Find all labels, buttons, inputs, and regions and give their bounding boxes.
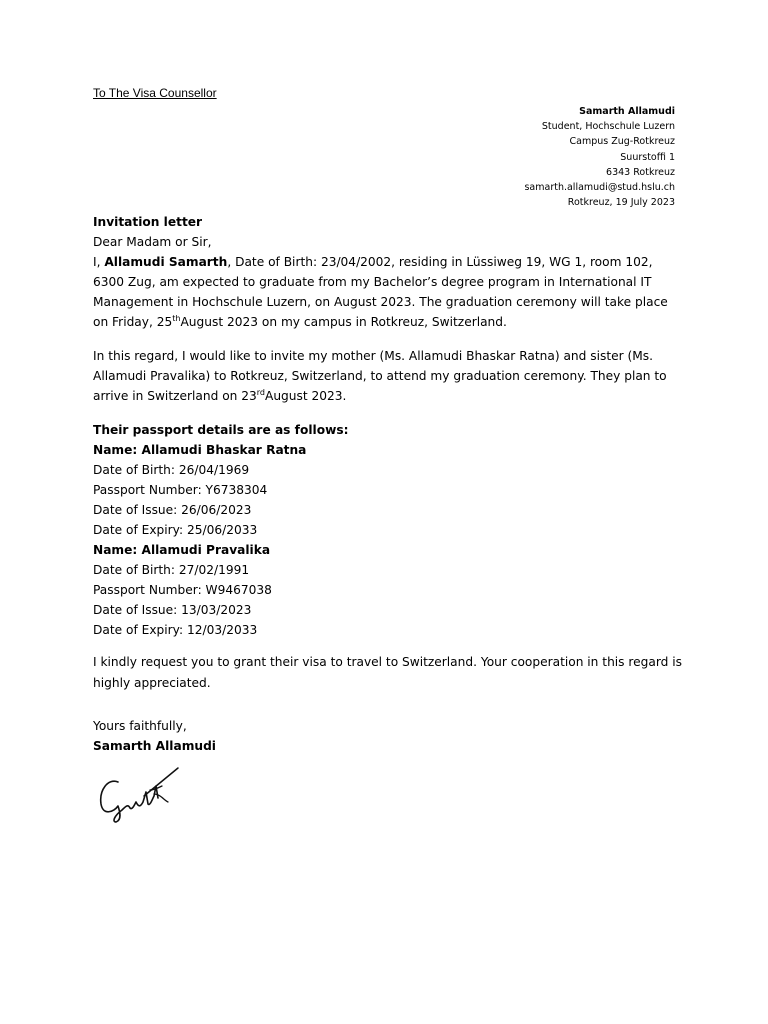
sender-email: samarth.allamudi@stud.hslu.ch bbox=[524, 182, 675, 194]
person-passport-number: Passport Number: Y6738304 bbox=[93, 483, 268, 497]
person-expiry-date: Date of Expiry: 12/03/2033 bbox=[93, 623, 258, 637]
letter-body bbox=[93, 212, 683, 756]
salutation: Dear Madam or Sir, bbox=[93, 235, 212, 249]
intro-pre: I, bbox=[93, 255, 105, 269]
invitation-text: In this regard, I would like to invite my mother (Ms. Allamudi Bhaskar Ratna) and sister (Ms. Allamudi Pravalika) to Rotkreuz, Switzerland, to attend my graduation ceremony. They plan to arrive in Switzerland on 23 bbox=[93, 349, 667, 403]
person-expiry-date: Date of Expiry: 25/06/2033 bbox=[93, 523, 258, 537]
invitation-end: August 2023. bbox=[265, 389, 347, 403]
person-name: Name: Allamudi Pravalika bbox=[93, 543, 271, 557]
intro-text: , Date of Birth: 23/04/2002, residing in Lüssiweg 19, WG 1, room 102, 6300 Zug, am expected to graduate from my Bachelor’s degree program in International IT Management in Hochschule Luzern, on August 2023. The graduation ceremony will take place on Friday, 25 bbox=[93, 255, 668, 329]
person-dob: Date of Birth: 27/02/1991 bbox=[93, 563, 250, 577]
intro-superscript: th bbox=[172, 314, 181, 323]
person-issue-date: Date of Issue: 26/06/2023 bbox=[93, 503, 252, 517]
passport-heading: Their passport details are as follows: bbox=[93, 423, 349, 437]
person-issue-date: Date of Issue: 13/03/2023 bbox=[93, 603, 252, 617]
sender-city: 6343 Rotkreuz bbox=[606, 166, 675, 178]
closing: Yours faithfully, bbox=[93, 719, 187, 733]
handwritten-signature bbox=[98, 766, 184, 828]
person-passport-number: Passport Number: W9467038 bbox=[93, 583, 272, 597]
intro-end: August 2023 on my campus in Rotkreuz, Switzerland. bbox=[180, 315, 507, 329]
person-dob: Date of Birth: 26/04/1969 bbox=[93, 463, 250, 477]
invitation-superscript: rd bbox=[256, 388, 265, 397]
sender-campus: Campus Zug-Rotkreuz bbox=[569, 136, 675, 148]
sender-address-block bbox=[524, 104, 675, 210]
signatory-name: Samarth Allamudi bbox=[93, 739, 216, 753]
request-paragraph: I kindly request you to grant their visa to travel to Switzerland. Your cooperation in this regard is highly appreciated. bbox=[93, 655, 682, 690]
sender-street: Suurstoffi 1 bbox=[620, 151, 675, 163]
letter-date: Rotkreuz, 19 July 2023 bbox=[567, 197, 675, 209]
intro-name: Allamudi Samarth bbox=[104, 255, 228, 269]
sender-affiliation: Student, Hochschule Luzern bbox=[541, 121, 675, 133]
person-name: Name: Allamudi Bhaskar Ratna bbox=[93, 443, 307, 457]
intro-paragraph bbox=[93, 252, 683, 332]
letter-subject: Invitation letter bbox=[93, 215, 203, 229]
invitation-paragraph bbox=[93, 346, 683, 406]
sender-name: Samarth Allamudi bbox=[579, 106, 675, 117]
addressee-line: To The Visa Counsellor bbox=[93, 86, 217, 100]
